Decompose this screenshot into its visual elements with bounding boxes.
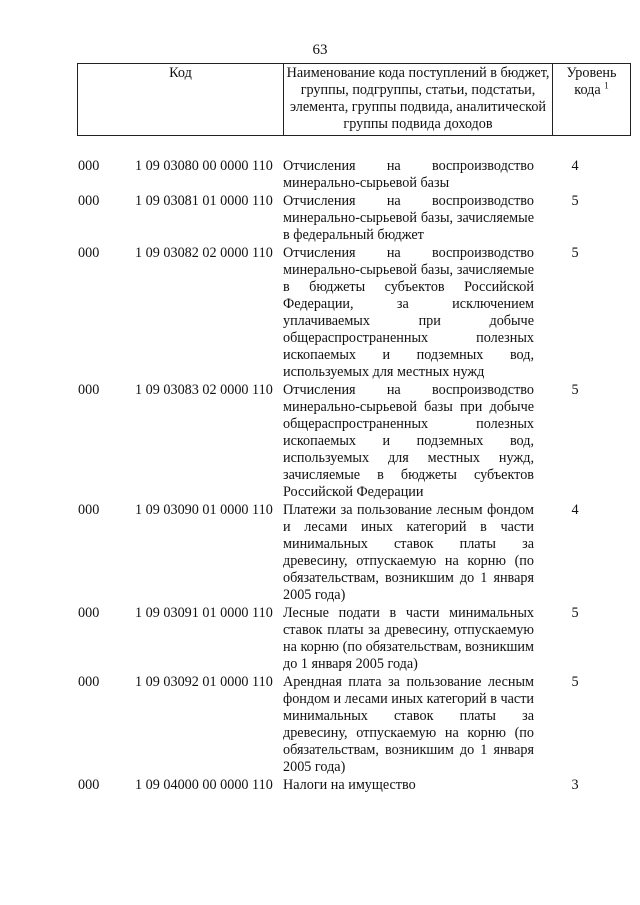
- table-row: [0, 193, 640, 244]
- header-level: [553, 64, 631, 136]
- header-code-label: Код: [169, 65, 192, 81]
- row-name: Отчисления на воспроизводство минерально-сырьевой базы при добыче общераспространенных полезных ископаемых и подземных вод, используемых для местных нужд, зачисляемые в бюджеты субъектов Российской Федерации: [283, 382, 534, 500]
- row-name: Лесные подати в части минимальных ставок платы за древесину, отпускаемую на корню (по обязательствам, возникшим до 1 января 2005 года): [283, 605, 534, 672]
- row-level: 3: [571, 777, 579, 793]
- row-code: 1 09 03080 00 0000 110: [135, 158, 273, 174]
- row-level: 4: [571, 502, 579, 518]
- row-code: 1 09 03091 01 0000 110: [135, 605, 273, 621]
- table-row: [0, 245, 640, 381]
- table-body: [0, 158, 640, 795]
- header-code: [78, 64, 284, 136]
- header-name: [284, 64, 553, 136]
- row-level: 4: [571, 158, 579, 174]
- row-name: Отчисления на воспроизводство минерально-сырьевой базы, зачисляемые в бюджеты субъектов Российской Федерации, за исключением уплачиваемых при добыче общераспространенных полезных ископаемых и подземных вод, используемых для местных нужд: [283, 245, 534, 380]
- row-level: 5: [571, 382, 579, 398]
- row-prefix: 000: [78, 245, 100, 261]
- table-row: [0, 777, 640, 794]
- row-code: 1 09 03092 01 0000 110: [135, 674, 273, 690]
- header-level-footnote: 1: [604, 80, 609, 91]
- row-level: 5: [571, 605, 579, 621]
- table-header: [77, 63, 631, 136]
- row-prefix: 000: [78, 605, 100, 621]
- row-level: 5: [571, 245, 579, 261]
- page-number: 63: [312, 42, 328, 58]
- row-name: Платежи за пользование лесным фондом и лесами иных категорий в части минимальных ставок платы за древесину, отпускаемую на корню (по обязательствам, возникшим до 1 января 2005 года): [283, 502, 534, 603]
- header-name-label: Наименование кода поступлений в бюджет, группы, подгруппы, статьи, подстатьи, элемента, группы подвида, аналитической группы подвида доходов: [286, 65, 550, 132]
- row-code: 1 09 03090 01 0000 110: [135, 502, 273, 518]
- row-level: 5: [571, 193, 579, 209]
- table-row: [0, 382, 640, 501]
- table-row: [0, 605, 640, 673]
- row-name: Арендная плата за пользование лесным фондом и лесами иных категорий в части минимальных ставок платы за древесину, отпускаемую на корню (по обязательствам, возникшим до 1 января 2005 года): [283, 674, 534, 775]
- row-level: 5: [571, 674, 579, 690]
- row-prefix: 000: [78, 193, 100, 209]
- row-code: 1 09 03083 02 0000 110: [135, 382, 273, 398]
- row-name: Налоги на имущество: [283, 777, 416, 793]
- row-code: 1 09 04000 00 0000 110: [135, 777, 273, 793]
- row-prefix: 000: [78, 674, 100, 690]
- table-row: [0, 502, 640, 604]
- row-code: 1 09 03082 02 0000 110: [135, 245, 273, 261]
- row-prefix: 000: [78, 502, 100, 518]
- row-name: Отчисления на воспроизводство минерально-сырьевой базы, зачисляемые в федеральный бюджет: [283, 193, 534, 243]
- table-row: [0, 674, 640, 776]
- row-code: 1 09 03081 01 0000 110: [135, 193, 273, 209]
- row-prefix: 000: [78, 382, 100, 398]
- header-level-label: Уровень кода: [566, 65, 617, 98]
- row-prefix: 000: [78, 777, 100, 793]
- row-name: Отчисления на воспроизводство минерально-сырьевой базы: [283, 158, 534, 191]
- table-row: [0, 158, 640, 192]
- row-prefix: 000: [78, 158, 100, 174]
